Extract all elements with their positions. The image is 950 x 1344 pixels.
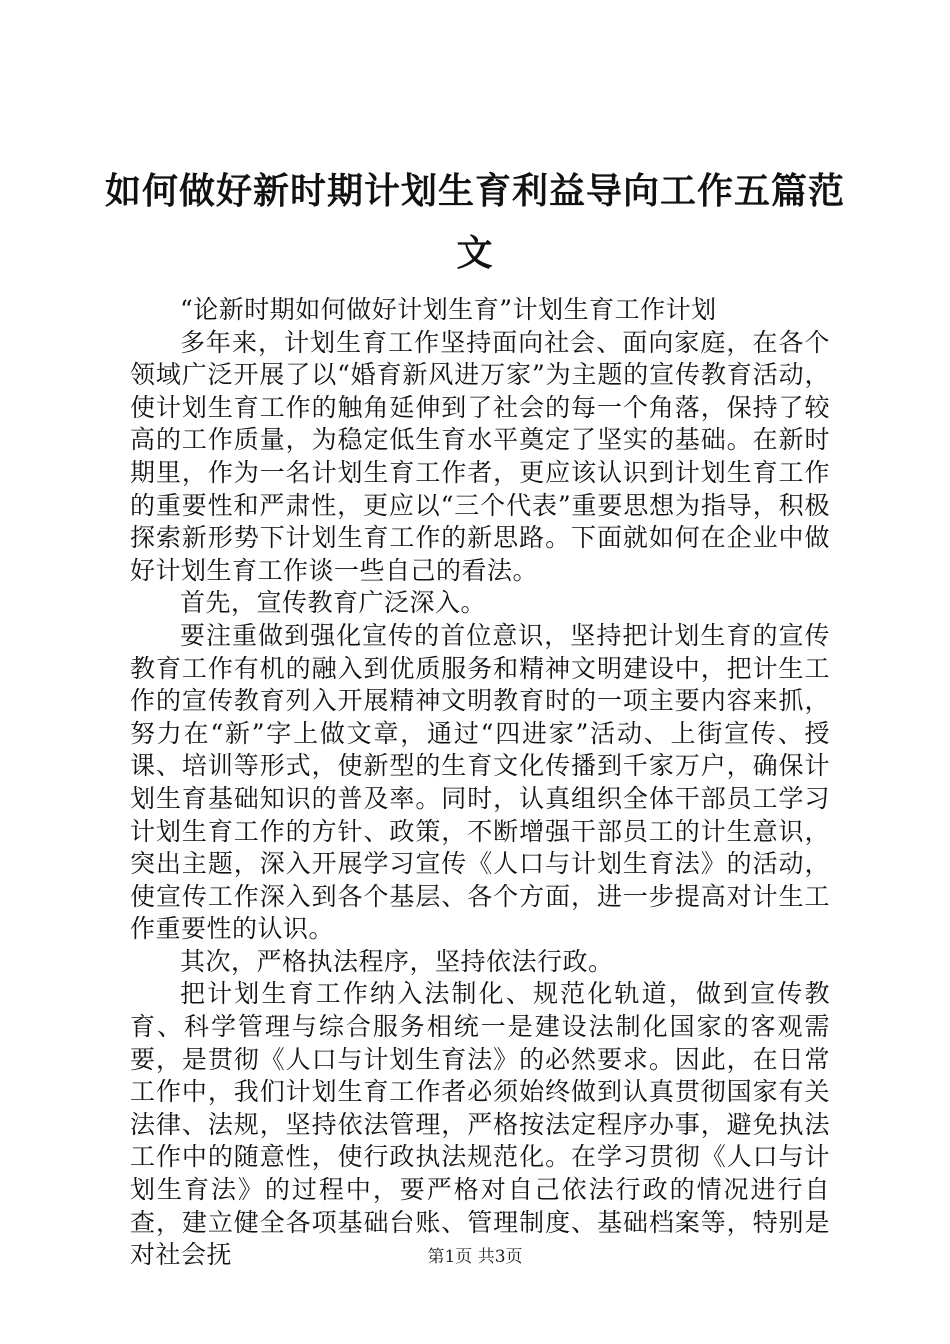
page-number-footer: 第1页 共3页 <box>427 1247 523 1267</box>
paragraph: 把计划生育工作纳入法制化、规范化轨道，做到宣传教育、科学管理与综合服务相统一是建设法制化国家的客观需要，是贯彻《人口与计划生育法》的必然要求。因此，在日常工作中，我们计划生育工作者必须始终做到认真贯彻国家有关法律、法规，坚持依法管理，严格按法定程序办事，避免执法工作中的随意性，使行政执法规范化。在学习贯彻《人口与计划生育法》的过程中，要严格对自己依法行政的情况进行自查，建立健全各项基础台账、管理制度、基础档案等，特别是对社会抚 <box>130 979 830 1270</box>
paragraph: 首先，宣传教育广泛深入。 <box>180 588 487 618</box>
paragraph: 多年来，计划生育工作坚持面向社会、面向家庭，在各个领域广泛开展了以“婚育新风进万家”为主题的宣传教育活动，使计划生育工作的触角延伸到了社会的每一个角落，保持了较高的工作质量，为稳定低生育水平奠定了坚实的基础。在新时期里，作为一名计划生育工作者，更应该认识到计划生育工作的重要性和严肃性，更应以“三个代表”重要思想为指导，积极探索新形势下计划生育工作的新思路。下面就如何在企业中做好计划生育工作谈一些自己的看法。 <box>130 327 830 585</box>
paragraph: “论新时期如何做好计划生育”计划生育工作计划 <box>180 295 717 324</box>
paragraph: 其次，严格执法程序，坚持依法行政。 <box>180 946 614 976</box>
document-title: 如何做好新时期计划生育利益导向工作五篇范文 <box>104 170 845 274</box>
document-body <box>130 294 830 1272</box>
paragraph: 要注重做到强化宣传的首位意识，坚持把计划生育的宣传教育工作有机的融入到优质服务和精神文明建设中，把计生工作的宣传教育列入开展精神文明教育时的一项主要内容来抓，努力在“新”字上做文章，通过“四进家”活动、上街宣传、授课、培训等形式，使新型的生育文化传播到千家万户，确保计划生育基础知识的普及率。同时，认真组织全体干部员工学习计划生育工作的方针、政策，不断增强干部员工的计生意识，突出主题，深入开展学习宣传《人口与计划生育法》的活动，使宣传工作深入到各个基层、各个方面，进一步提高对计生工作重要性的认识。 <box>130 620 830 944</box>
